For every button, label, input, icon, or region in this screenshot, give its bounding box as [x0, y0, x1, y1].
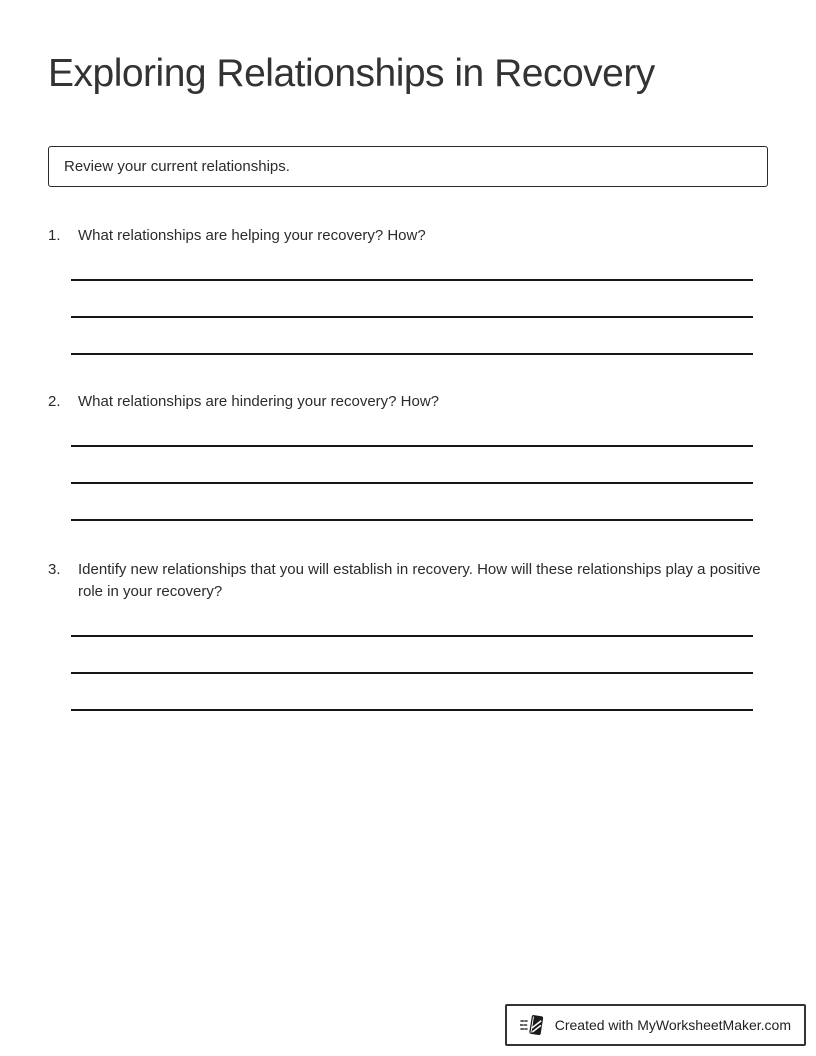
- question-1-text: What relationships are helping your recovery? How?: [78, 227, 426, 244]
- answer-line: [71, 519, 753, 521]
- question-1-row: [48, 225, 768, 247]
- question-3-row: [48, 559, 768, 603]
- question-3: [48, 559, 768, 711]
- answer-line: [71, 672, 753, 674]
- question-1-answer-lines: [71, 279, 753, 355]
- question-2-row: [48, 391, 768, 413]
- question-3-text: Identify new relationships that you will establish in recovery. How will these relationships play a positive role in your recovery?: [78, 561, 761, 600]
- answer-line: [71, 482, 753, 484]
- instruction-text: Review your current relationships.: [64, 158, 290, 175]
- page-title: Exploring Relationships in Recovery: [48, 52, 655, 95]
- answer-line: [71, 279, 753, 281]
- answer-line: [71, 353, 753, 355]
- answer-line: [71, 316, 753, 318]
- question-2-answer-lines: [71, 445, 753, 521]
- question-3-number: 3.: [48, 561, 61, 578]
- footer-credit-text: Created with MyWorksheetMaker.com: [554, 1017, 791, 1033]
- question-2: [48, 391, 768, 521]
- question-1-number: 1.: [48, 227, 61, 244]
- question-2-number: 2.: [48, 393, 61, 410]
- answer-line: [71, 709, 753, 711]
- answer-line: [71, 445, 753, 447]
- instruction-box: [48, 146, 768, 187]
- answer-line: [71, 635, 753, 637]
- flying-worksheet-icon: [520, 1012, 546, 1038]
- question-3-answer-lines: [71, 635, 753, 711]
- question-2-text: What relationships are hindering your recovery? How?: [78, 393, 440, 410]
- question-1: [48, 225, 768, 355]
- footer-credit-badge[interactable]: [505, 1004, 806, 1046]
